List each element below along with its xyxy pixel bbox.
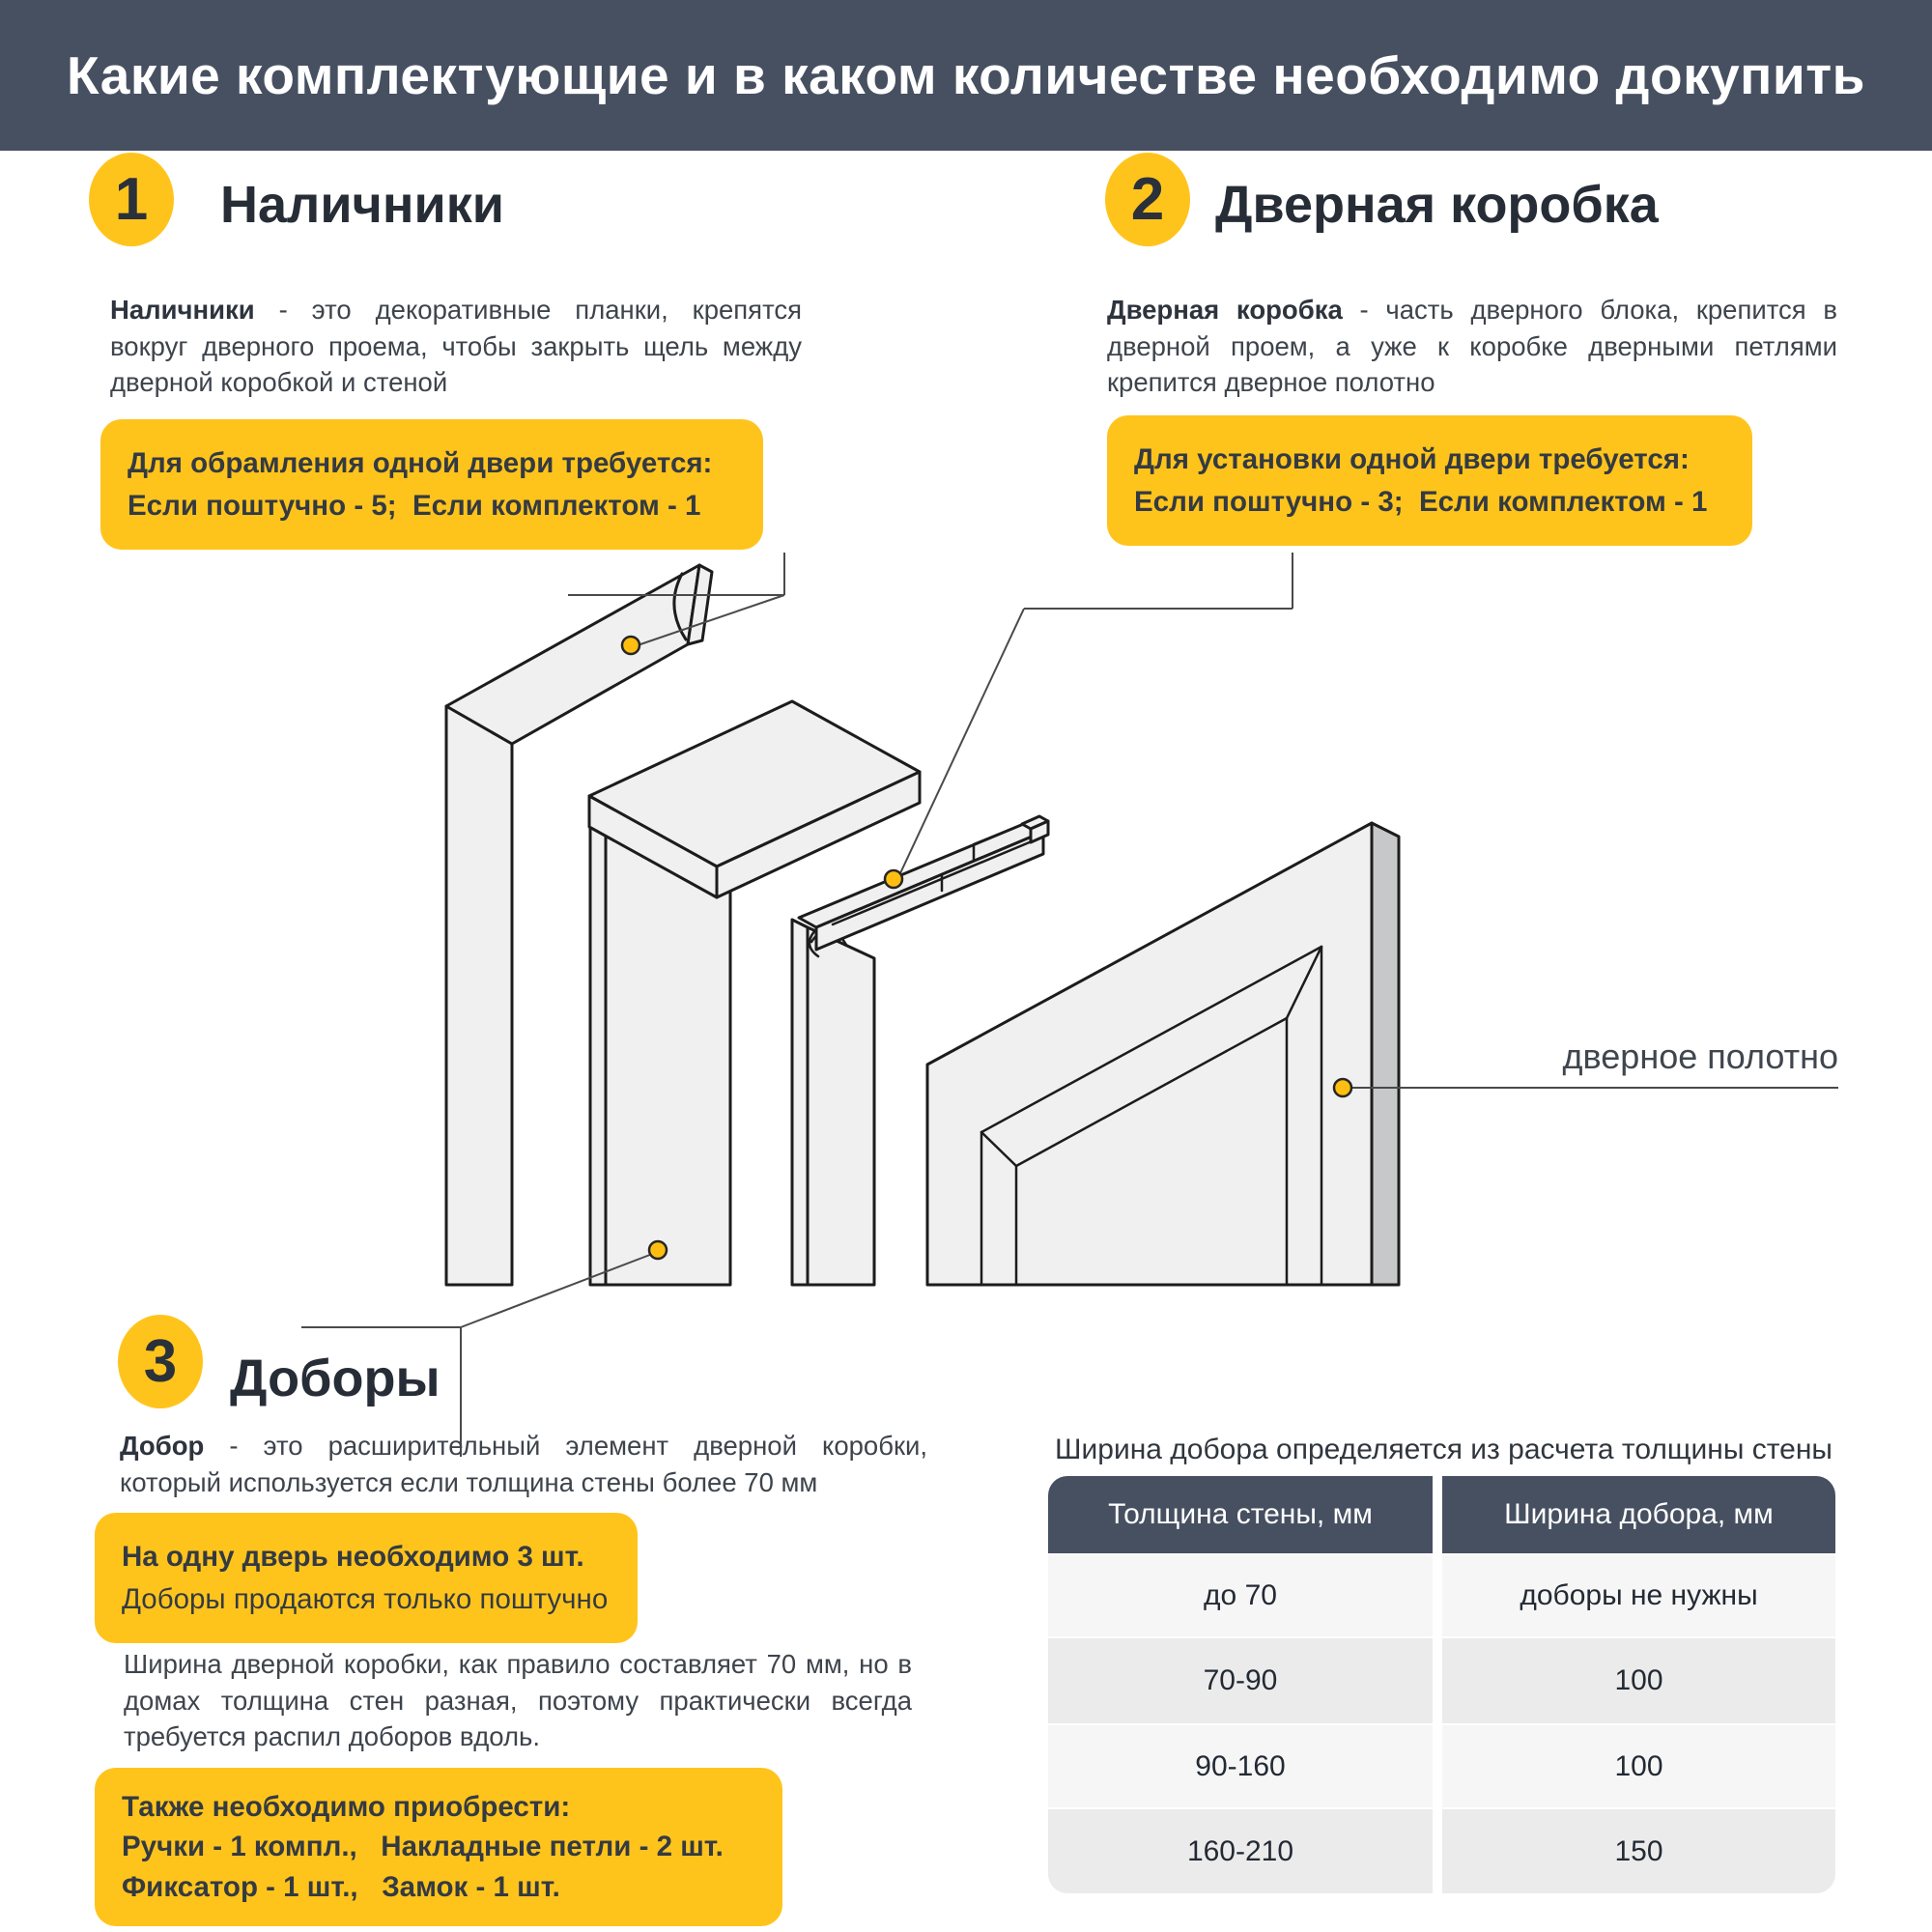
table-cell: до 70 [1048,1555,1433,1636]
section-3-callout [95,1513,638,1643]
table-cell: 70-90 [1048,1638,1433,1723]
section-3-lead: Добор [120,1431,205,1461]
table-cell: 100 [1442,1638,1835,1723]
section-3-number: 3 [143,1328,178,1395]
section-2-paragraph [1107,292,1837,401]
section-1-callout [100,419,763,550]
page-title: Какие комплектующие и в каком количестве необходимо докупить [67,45,1865,105]
section-1-title: Наличники [220,176,504,234]
section-2-body: - часть дверного блока, крепится в дверной проем, а уже к коробке дверными петлями крепится дверное полотно [1107,295,1837,398]
callout-dot-frame [885,870,902,888]
section-3-body: - это расширительный элемент дверной коробки, который используется если толщина стены более 70 мм [120,1431,927,1497]
callout-1-line-2: Если поштучно - 5; Если комплектом - 1 [128,489,701,522]
section-2-callout [1107,415,1752,546]
section-2-number: 2 [1130,166,1165,233]
callout-dot-extension [649,1241,667,1259]
section-3-note: Ширина дверной коробки, как правило составляет 70 мм, но в домах толщина стен разная, поэтому практически всегда требуется распил доборов вдоль. [124,1649,912,1752]
table-cell: 100 [1442,1725,1835,1807]
section-1-badge [89,153,174,246]
leader-line-frame [900,553,1293,873]
table-cell: доборы не нужны [1442,1555,1835,1636]
section-3-badge [118,1315,203,1408]
callout-4-line-2: Ручки - 1 компл., Накладные петли - 2 шт. [122,1831,724,1863]
table-cell: 150 [1442,1809,1835,1893]
section-2-lead: Дверная коробка [1107,295,1343,325]
section-1-lead: Наличники [110,295,255,325]
section-3-purchase-callout [95,1768,782,1926]
table-header-extension-width: Ширина добора, мм [1442,1476,1835,1553]
callout-4-line-1: Также необходимо приобрести: [122,1791,571,1823]
callout-dot-casing [622,637,639,654]
table-cell: 90-160 [1048,1725,1433,1807]
section-3-paragraph [120,1428,927,1500]
section-1-paragraph [110,292,802,401]
section-2-badge [1105,153,1190,246]
section-2-title: Дверная коробка [1215,176,1659,234]
callout-2-line-2: Если поштучно - 3; Если комплектом - 1 [1134,485,1708,518]
table-header-wall-thickness: Толщина стены, мм [1048,1476,1433,1553]
callout-3-line-1: На одну дверь необходимо 3 шт. [122,1541,584,1573]
table-caption: Ширина добора определяется из расчета толщины стены [1055,1434,1833,1465]
callout-2-line-1: Для установки одной двери требуется: [1134,443,1690,475]
callout-3-line-2: Доборы продаются только поштучно [122,1582,609,1615]
callout-dot-door-leaf [1334,1079,1351,1096]
section-1-body: - это декоративные планки, крепятся вокруг дверного проема, чтобы закрыть щель между дверной коробкой и стеной [110,295,802,398]
callout-1-line-1: Для обрамления одной двери требуется: [128,447,713,479]
door-leaf-drawing [927,823,1399,1285]
callout-4-line-3: Фиксатор - 1 шт., Замок - 1 шт. [122,1870,560,1903]
table-cell: 160-210 [1048,1809,1433,1893]
section-1-number: 1 [114,166,149,233]
section-3-title: Доборы [230,1350,440,1407]
door-leaf-label: дверное полотно [1562,1037,1838,1076]
extension-width-table [1048,1476,1835,1893]
frame-jamb-drawing [792,920,874,1285]
